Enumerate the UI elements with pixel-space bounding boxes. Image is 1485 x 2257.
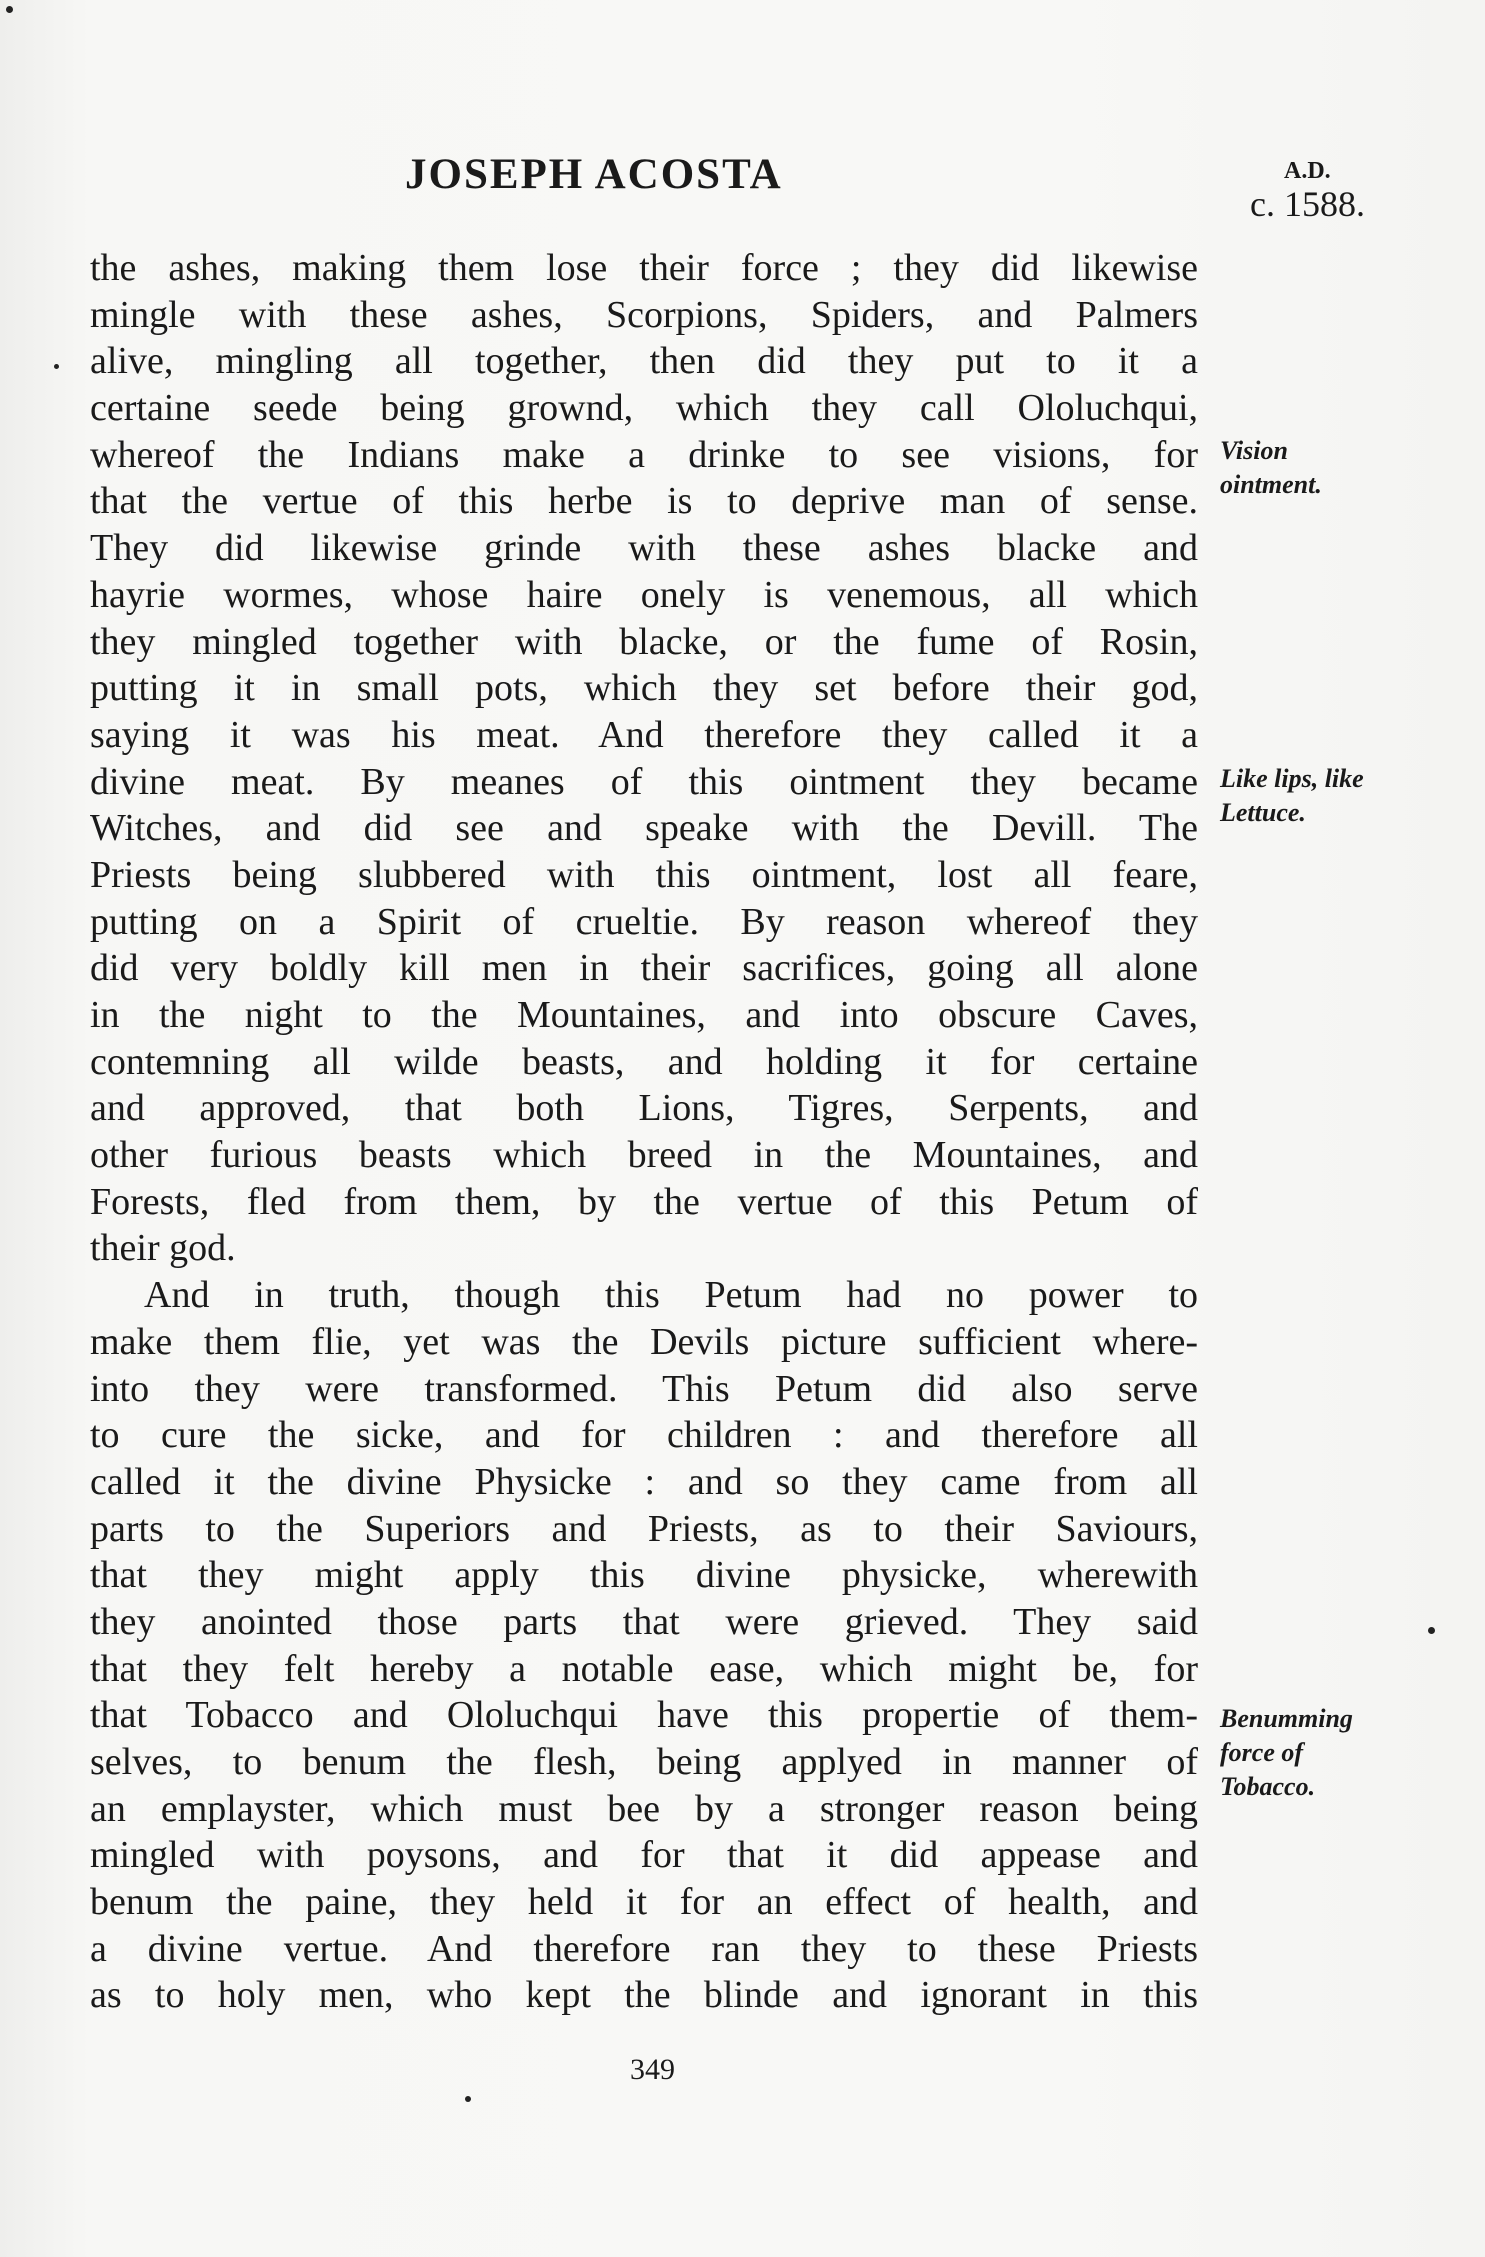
text-line: as to holy men, who kept the blinde and ignorant in this — [90, 1974, 1198, 2017]
text-line: did very boldly kill men in their sacrifices, going all alone — [90, 947, 1198, 990]
margin-note-line: Tobacco. — [1220, 1772, 1316, 1801]
text-line: and approved, that both Lions, Tigres, Serpents, and — [90, 1087, 1198, 1130]
date-year: c. 1588. — [1250, 184, 1365, 224]
print-speck — [6, 6, 13, 13]
text-line: Forests, fled from them, by the vertue of this Petum of — [90, 1180, 1198, 1223]
text-line: Priests being slubbered with this ointment, lost all feare, — [90, 853, 1198, 896]
text-line: contemning all wilde beasts, and holding it for certaine — [90, 1040, 1198, 1083]
date-sidenote — [1250, 158, 1365, 225]
text-line: that Tobacco and Ololuchqui have this propertie of them- — [90, 1694, 1198, 1737]
text-line: their god. — [90, 1227, 236, 1270]
text-line: Witches, and did see and speake with the Devill. The — [90, 807, 1198, 850]
text-line: alive, mingling all together, then did they put to it a — [90, 340, 1198, 383]
text-line: an emplayster, which must bee by a stronger reason being — [90, 1787, 1198, 1830]
text-line: whereof the Indians make a drinke to see visions, for — [90, 433, 1198, 476]
text-line: mingle with these ashes, Scorpions, Spiders, and Palmers — [90, 293, 1198, 336]
text-line: that they felt hereby a notable ease, which might be, for — [90, 1647, 1198, 1690]
text-line: they mingled together with blacke, or the fume of Rosin, — [90, 620, 1198, 663]
margin-note-benumming-tobacco — [1220, 1702, 1353, 1804]
print-speck — [1428, 1627, 1435, 1634]
text-line: that the vertue of this herbe is to deprive man of sense. — [90, 480, 1198, 523]
text-line: into they were transformed. This Petum did also serve — [90, 1367, 1198, 1410]
print-speck — [465, 2096, 471, 2102]
text-line: putting it in small pots, which they set before their god, — [90, 667, 1198, 710]
date-era: A.D. — [1284, 158, 1331, 184]
page-number: 349 — [630, 2053, 675, 2086]
text-line: benum the paine, they held it for an effect of health, and — [90, 1881, 1198, 1924]
text-line: And in truth, though this Petum had no power to — [144, 1274, 1198, 1317]
text-line: a divine vertue. And therefore ran they to these Priests — [90, 1927, 1198, 1970]
text-line: called it the divine Physicke : and so they came from all — [90, 1460, 1198, 1503]
text-line: make them flie, yet was the Devils picture sufficient where- — [90, 1320, 1198, 1363]
text-line: They did likewise grinde with these ashes blacke and — [90, 527, 1198, 570]
text-line: divine meat. By meanes of this ointment they became — [90, 760, 1198, 803]
text-line: the ashes, making them lose their force ; they did likewise — [90, 247, 1198, 289]
text-line: other furious beasts which breed in the Mountaines, and — [90, 1134, 1198, 1177]
margin-note-line: Lettuce. — [1220, 798, 1306, 827]
margin-note-line: Vision — [1220, 436, 1288, 465]
margin-note-vision-ointment — [1220, 434, 1322, 502]
text-line: mingled with poysons, and for that it did appease and — [90, 1834, 1198, 1877]
text-line: hayrie wormes, whose haire onely is venemous, all which — [90, 573, 1198, 616]
text-line: in the night to the Mountaines, and into obscure Caves, — [90, 994, 1198, 1036]
text-line: selves, to benum the flesh, being applyed in manner of — [90, 1741, 1198, 1783]
text-line: to cure the sicke, and for children : and therefore all — [90, 1414, 1198, 1457]
margin-note-like-lips — [1220, 762, 1364, 830]
margin-note-line: force of — [1220, 1738, 1304, 1767]
text-line: that they might apply this divine physicke, wherewith — [90, 1554, 1198, 1597]
text-line: certaine seede being grownd, which they call Ololuchqui, — [90, 387, 1198, 430]
margin-note-line: Like lips, like — [1220, 764, 1364, 793]
text-line: putting on a Spirit of crueltie. By reason whereof they — [90, 900, 1198, 943]
text-line: they anointed those parts that were grieved. They said — [90, 1600, 1198, 1643]
margin-note-line: ointment. — [1220, 470, 1322, 499]
print-speck — [54, 364, 59, 369]
text-line: parts to the Superiors and Priests, as to their Saviours, — [90, 1507, 1198, 1550]
body-text — [90, 245, 1198, 2019]
running-head: JOSEPH ACOSTA — [405, 151, 783, 198]
text-line: saying it was his meat. And therefore they called it a — [90, 713, 1198, 756]
margin-note-line: Benumming — [1220, 1704, 1353, 1733]
